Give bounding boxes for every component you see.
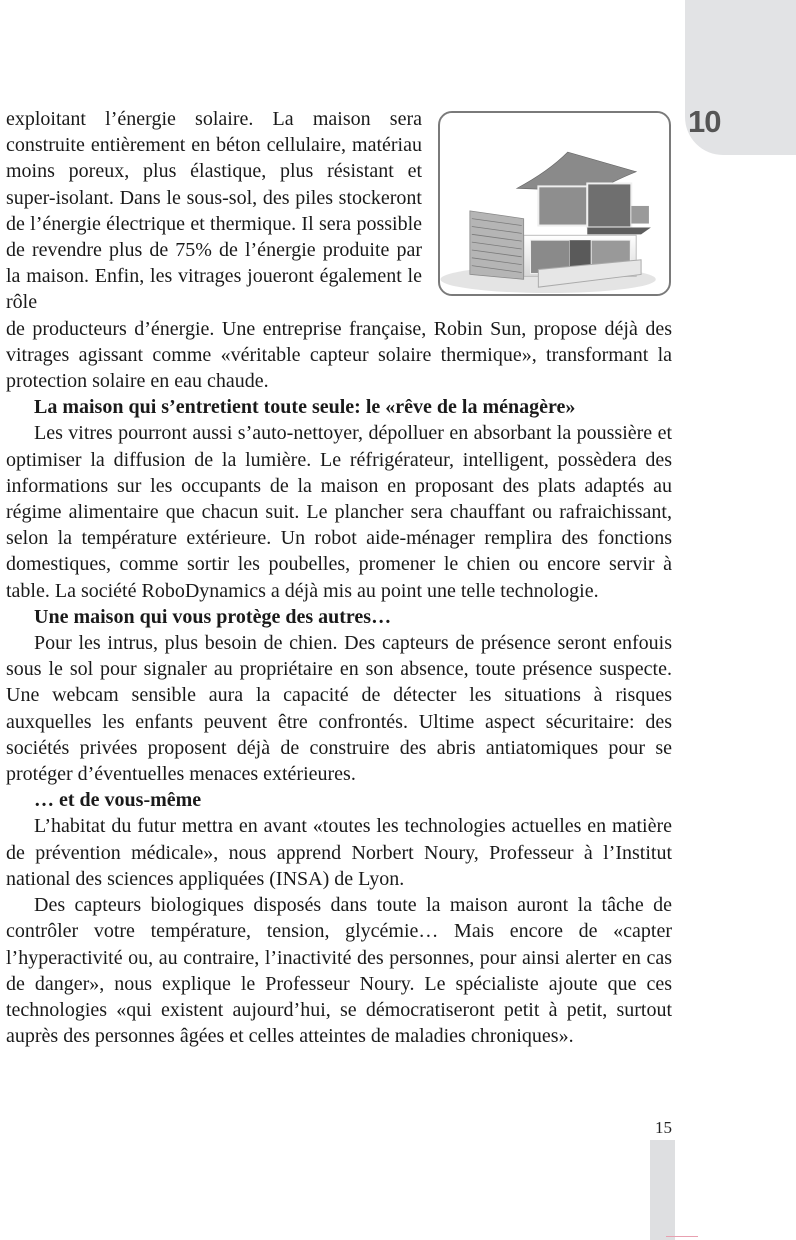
paragraph-protection: Pour les intrus, plus besoin de chien. Des capteurs de présence seront enfouis sous le sol pour signaler au propriétaire en son absence, toute présence suspecte. Une webcam sensible aura la capacité de détecter les situations à risques auxquelles les enfants peuvent être confrontés. Ultime aspect sécuritaire: des sociétés privées proposent déjà de construire des abris antiatomiques pour se protéger d’éventuelles menaces extérieures. xyxy=(6,632,672,786)
paragraph-continued: de producteurs d’énergie. Une entreprise française, Robin Sun, propose déjà des vitrages agissant comme «véritable capteur solaire thermique», transformant la protection solaire en eau chaude. xyxy=(6,317,672,393)
page-number: 15 xyxy=(655,1118,672,1137)
section-heading-cleaning: La maison qui s’entretient toute seule: le «rêve de la ménagère» xyxy=(34,396,576,419)
page-edge-strip xyxy=(650,1140,675,1240)
article-body xyxy=(6,106,672,1049)
paragraph-medical: L’habitat du futur mettra en avant «toutes les technologies actuelles en matière de prévention médicale», nous apprend Norbert Noury, Professeur à l’Institut national des sciences appliquées (INSA) de Lyon. xyxy=(6,815,672,890)
paragraph-cleaning: Les vitres pourront aussi s’auto-nettoyer, dépolluer en absorbant la poussière et optimiser la diffusion de la lumière. Le réfrigérateur, intelligent, possèdera des informations sur les occupants de la maison en proposant des plats adaptés au régime alimentaire que chacun suit. Le plancher sera chauffant ou rafraichissant, selon la température extérieure. Un robot aide-ménager remplira des fonctions domestiques, comme sortir les poubelles, promener le chien ou encore servir à table. La société RoboDynamics a déjà mis au point une telle technologie. xyxy=(6,422,672,602)
paragraph-intro: exploitant l’énergie solaire. La maison sera construite entièrement en béton cellulaire, matériau moins poreux, plus élastique, plus résistant et super-isolant. Dans le sous-sol, des piles stockeront de l’énergie électrique et thermique. Il sera possible de revendre plus de 75% de l’énergie produite par la maison. Enfin, les vitrages joueront également le rôle xyxy=(6,108,422,314)
section-heading-protection: Une maison qui vous protège des autres… xyxy=(34,605,392,628)
paragraph-sensors: Des capteurs biologiques disposés dans toute la maison auront la tâche de contrôler votre température, tension, glycémie… Mais encore de «capter l’hyperactivité ou, au contraire, l’inactivité des personnes, pour ainsi alerter en cas de danger», nous explique le Professeur Noury. Le spécialiste ajoute que ces technologies «qui existent aujourd’hui, se démocratiseront petit à petit, surtout auprès des personnes âgées et celles atteintes de maladies chroniques». xyxy=(6,894,672,1048)
section-heading-self: … et de vous-même xyxy=(34,789,202,812)
crop-mark xyxy=(666,1236,698,1237)
chapter-number: 10 xyxy=(688,104,721,139)
